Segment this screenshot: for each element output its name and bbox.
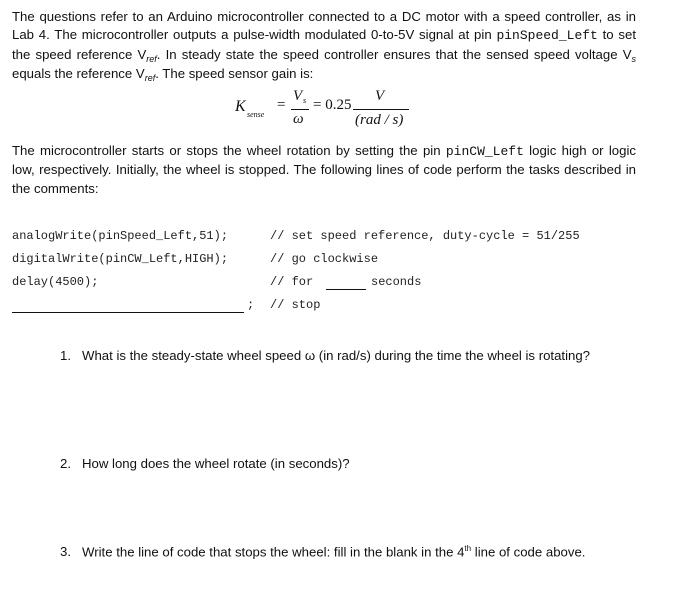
code-line-1: analogWrite(pinSpeed_Left,51); (12, 229, 229, 243)
control-paragraph: The microcontroller starts or stops the wheel rotation by setting the pin pinCW_Left logic high or logic low, respectively. Initially, the wheel is stopped. The following lines of code perform the tasks described in the comments: (12, 143, 637, 196)
unit-numerator: V (375, 88, 385, 104)
unit-denominator: (rad / s) (355, 112, 404, 128)
k-symbol: K (235, 98, 246, 115)
intro-paragraph: The questions refer to an Arduino microcontroller connected to a DC motor with a speed controller, as in Lab 4. The microcontroller outputs a pulse-width modulated 0-to-5V signal at pin pinSpeed_Left to set the speed reference $V_{ref}$. In steady state the speed controller ensures that the sensed speed voltage $V_s$ equals the reference $V_{ref}$. The speed sensor gain is: (12, 9, 637, 84)
code-line-4-blank[interactable] (12, 312, 244, 313)
unit-fraction-bar (353, 109, 409, 110)
code-comment-2: // go clockwise (270, 252, 379, 266)
k-subscript: sense (247, 110, 265, 119)
question-1: 1. What is the steady-state wheel speed ω (in rad/s) during the time the wheel is rotating? (60, 348, 591, 363)
pin-cw-code: pinCW_Left (445, 144, 524, 159)
code-comment-3b: seconds (371, 275, 422, 289)
question-2: 2. How long does the wheel rotate (in seconds)? (60, 456, 350, 471)
question-3: 3. Write the line of code that stops the wheel: fill in the blank in the 4th line of code above. (60, 544, 586, 560)
code-line-3: delay(4500); (12, 275, 99, 289)
pin-speed-code: pinSpeed_Left (496, 28, 598, 44)
code-line-2: digitalWrite(pinCW_Left,HIGH); (12, 252, 229, 266)
omega-denominator: ω (293, 111, 304, 127)
sensor-gain-equation: K sense = V s ω = 0.25 V (rad / s) (235, 88, 425, 132)
code-comment-4: // stop (270, 298, 321, 312)
vs-numerator: V (293, 88, 303, 104)
code-line-4-semicolon: ; (247, 298, 255, 312)
seconds-blank[interactable] (326, 289, 366, 290)
code-comment-1: // set speed reference, duty-cycle = 51/255 (270, 229, 580, 243)
fraction-bar (291, 109, 309, 110)
code-comment-3a: // for (270, 275, 314, 289)
